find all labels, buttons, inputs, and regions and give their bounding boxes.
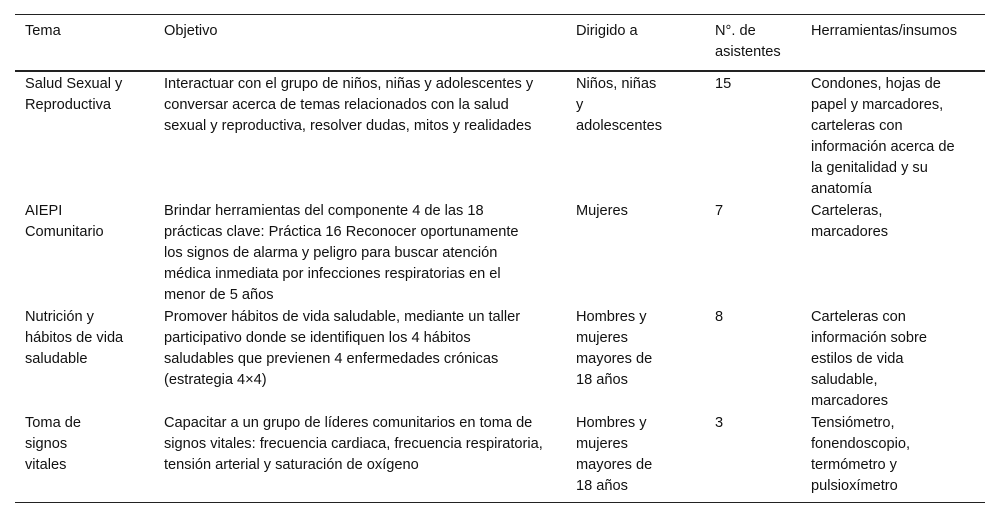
cell-asistentes: 8 [715,309,724,325]
header-row [15,15,985,72]
activities-table [15,14,985,503]
cell-objetivo: Brindar herramientas del componente 4 de las 18 prácticas clave: Práctica 16 Reconocer oportunamente los signos de alarma y peligro para buscar atención médica inmediata por infecciones respiratorias en el menor de 5 años [164,203,519,303]
table-row [15,306,985,412]
table-body [15,71,985,503]
cell-objetivo: Capacitar a un grupo de líderes comunitarios en toma de signos vitales: frecuencia cardiaca, frecuencia respiratoria, tensión arterial y saturación de oxígeno [164,415,543,473]
table-row [15,412,985,503]
cell-dirigido: Niños, niñas y adolescentes [576,76,663,134]
cell-asistentes: 15 [715,76,732,92]
cell-asistentes: 7 [715,203,724,219]
table-header [15,15,985,72]
header-herramientas: Herramientas/insumos [811,23,957,39]
cell-tema: AIEPI Comunitario [25,203,104,240]
header-tema: Tema [25,23,61,39]
header-dirigido: Dirigido a [576,23,638,39]
header-asistentes: N°. de asistentes [715,23,781,60]
cell-tema: Toma de signos vitales [25,415,81,473]
cell-herramientas: Tensiómetro, fonendoscopio, termómetro y pulsioxímetro [811,415,910,494]
cell-dirigido: Hombres y mujeres mayores de 18 años [576,415,653,494]
table-row [15,71,985,200]
table-row [15,200,985,306]
cell-dirigido: Hombres y mujeres mayores de 18 años [576,309,653,388]
cell-herramientas: Carteleras, marcadores [811,203,889,240]
cell-asistentes: 3 [715,415,724,431]
cell-herramientas: Carteleras con información sobre estilos de vida saludable, marcadores [811,309,927,409]
cell-herramientas: Condones, hojas de papel y marcadores, carteleras con información acerca de la genitalidad y su anatomía [811,76,955,197]
header-objetivo: Objetivo [164,23,218,39]
activities-table-container [15,14,985,503]
cell-tema: Nutrición y hábitos de vida saludable [25,309,124,367]
cell-objetivo: Interactuar con el grupo de niños, niñas y adolescentes y conversar acerca de temas relacionados con la salud sexual y reproductiva, resolver dudas, mitos y realidades [164,76,534,134]
cell-tema: Salud Sexual y Reproductiva [25,76,123,113]
cell-dirigido: Mujeres [576,203,628,219]
cell-objetivo: Promover hábitos de vida saludable, mediante un taller participativo donde se identifiquen los 4 hábitos saludables que previenen 4 enfermedades crónicas (estrategia 4×4) [164,309,521,388]
